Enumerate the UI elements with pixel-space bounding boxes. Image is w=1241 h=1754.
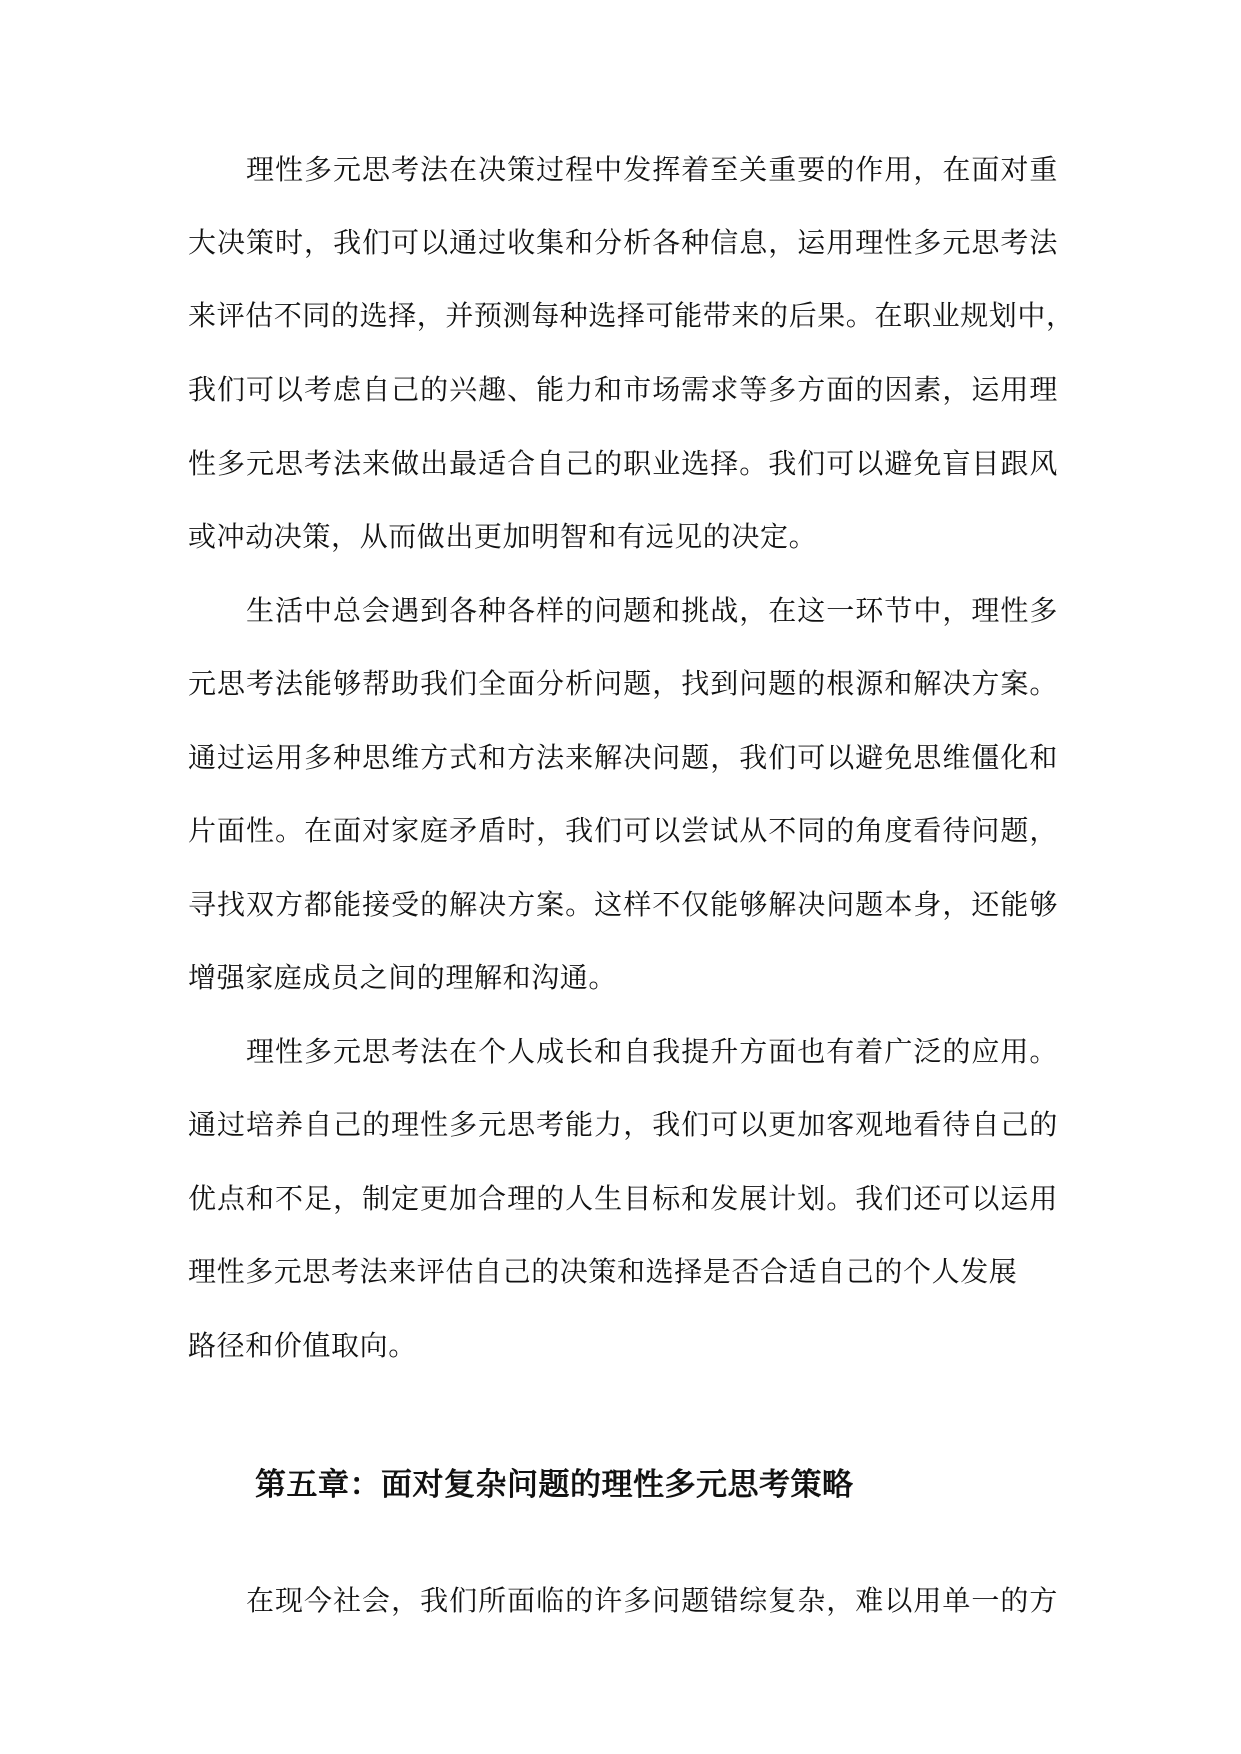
paragraph-3-line-5: 路径和价值取向。	[188, 1329, 417, 1362]
closing-paragraph-line-1: 在现今社会，我们所面临的许多问题错综复杂，难以用单一的方	[246, 1584, 1058, 1617]
paragraph-3-line-3: 优点和不足，制定更加合理的人生目标和发展计划。我们还可以运用	[188, 1182, 1058, 1215]
paragraph-2-line-3: 通过运用多种思维方式和方法来解决问题，我们可以避免思维僵化和	[188, 741, 1058, 774]
paragraph-2-line-1: 生活中总会遇到各种各样的问题和挑战，在这一环节中，理性多	[246, 594, 1058, 627]
chapter-heading: 第五章：面对复杂问题的理性多元思考策略	[255, 1467, 854, 1503]
paragraph-1-line-5: 性多元思考法来做出最适合自己的职业选择。我们可以避免盲目跟风	[188, 447, 1058, 480]
paragraph-3-line-1: 理性多元思考法在个人成长和自我提升方面也有着广泛的应用。	[246, 1035, 1058, 1068]
paragraph-2-line-5: 寻找双方都能接受的解决方案。这样不仅能够解决问题本身，还能够	[188, 888, 1058, 921]
paragraph-1-line-2: 大决策时，我们可以通过收集和分析各种信息，运用理性多元思考法	[188, 226, 1058, 259]
paragraph-2-line-2: 元思考法能够帮助我们全面分析问题，找到问题的根源和解决方案。	[188, 667, 1058, 700]
paragraph-2-line-6: 增强家庭成员之间的理解和沟通。	[188, 961, 618, 994]
paragraph-3-line-4: 理性多元思考法来评估自己的决策和选择是否合适自己的个人发展	[188, 1255, 1018, 1288]
paragraph-1-line-1: 理性多元思考法在决策过程中发挥着至关重要的作用，在面对重	[246, 153, 1058, 186]
paragraph-3-line-2: 通过培养自己的理性多元思考能力，我们可以更加客观地看待自己的	[188, 1108, 1058, 1141]
paragraph-1-line-3: 来评估不同的选择，并预测每种选择可能带来的后果。在职业规划中，	[188, 299, 1075, 332]
paragraph-1-line-6: 或冲动决策，从而做出更加明智和有远见的决定。	[188, 520, 818, 553]
paragraph-1-line-4: 我们可以考虑自己的兴趣、能力和市场需求等多方面的因素，运用理	[188, 373, 1058, 406]
paragraph-2-line-4: 片面性。在面对家庭矛盾时，我们可以尝试从不同的角度看待问题，	[188, 814, 1058, 847]
